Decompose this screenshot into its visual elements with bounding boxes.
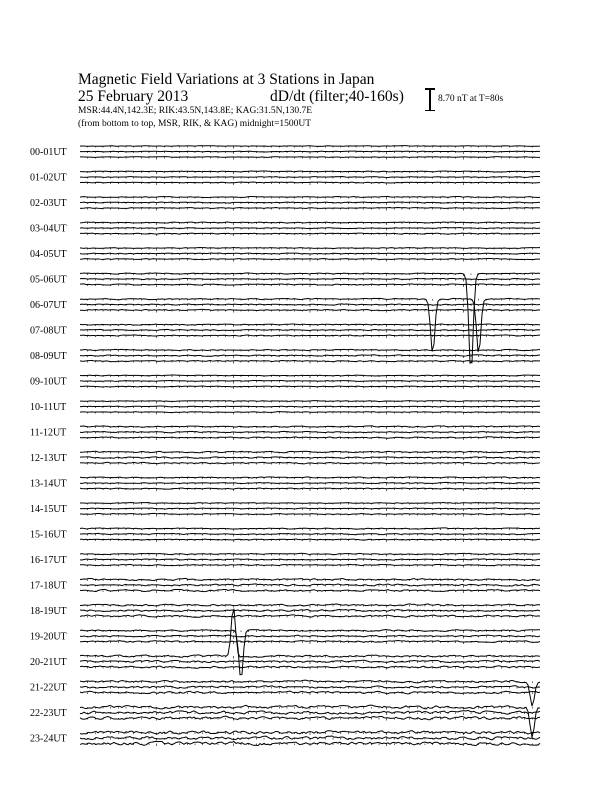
hour-label: 02-03UT xyxy=(30,198,67,209)
hour-label: 12-13UT xyxy=(30,453,67,464)
hour-label: 16-17UT xyxy=(30,555,67,566)
hour-label: 07-08UT xyxy=(30,325,67,337)
filter-label: dD/dt (filter;40-160s) xyxy=(270,88,404,105)
station-coordinates: MSR:44.4N,142.3E; RIK:43.5N,143.8E; KAG:31.5N,130.7E xyxy=(78,106,313,116)
hour-label: 00-01UT xyxy=(30,147,67,158)
hour-label: 06-07UT xyxy=(30,300,67,311)
hour-label: 10-11UT xyxy=(30,402,67,413)
hour-label: 19-20UT xyxy=(30,631,67,643)
scale-label: 8.70 nT at T=80s xyxy=(438,94,504,104)
hour-label: 05-06UT xyxy=(30,274,67,286)
hour-label: 17-18UT xyxy=(30,580,67,592)
hour-label: 15-16UT xyxy=(30,529,67,541)
hour-label: 18-19UT xyxy=(30,606,67,617)
hour-label: 04-05UT xyxy=(30,249,67,260)
hour-label: 14-15UT xyxy=(30,504,67,515)
date-label: 25 February 2013 xyxy=(78,88,189,105)
hour-label: 08-09UT xyxy=(30,351,67,362)
hour-label: 23-24UT xyxy=(30,733,67,745)
station-order-note: (from bottom to top, MSR, RIK, & KAG) midnight=1500UT xyxy=(78,119,312,129)
hour-label: 20-21UT xyxy=(30,657,67,668)
hour-label: 01-02UT xyxy=(30,172,67,184)
hour-label: 22-23UT xyxy=(30,708,67,719)
hour-label: 03-04UT xyxy=(30,223,67,235)
hour-label: 21-22UT xyxy=(30,682,67,694)
hour-label: 13-14UT xyxy=(30,478,67,490)
chart-title: Magnetic Field Variations at 3 Stations in Japan xyxy=(78,71,375,88)
hour-label: 11-12UT xyxy=(30,427,67,439)
hour-label: 09-10UT xyxy=(30,376,67,388)
